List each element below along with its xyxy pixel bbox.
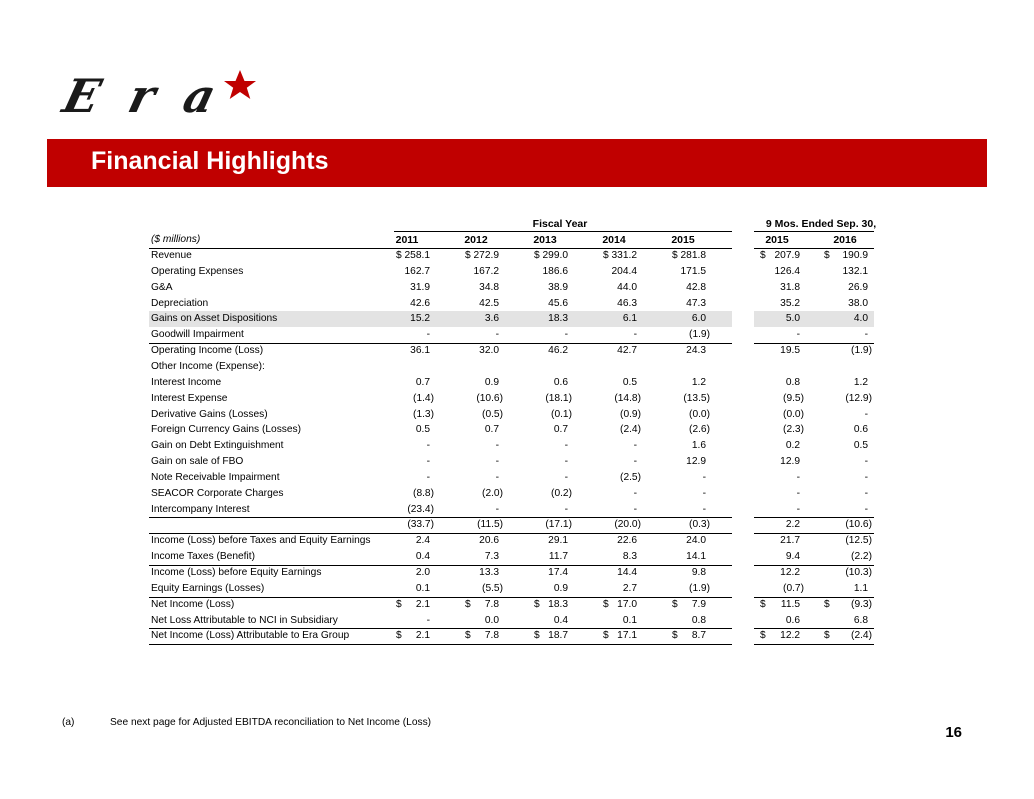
cell-value: (12.9) (845, 392, 872, 404)
cell-value: 171.5 (680, 265, 706, 277)
cell-value: 7.8 (484, 630, 499, 642)
units-label: ($ millions) (151, 234, 201, 245)
row-rule (149, 517, 732, 518)
cell-value: 6.8 (853, 614, 868, 626)
row-label: Gain on sale of FBO (151, 456, 244, 468)
cell-value: 299.0 (542, 250, 568, 261)
row-label: Note Receivable Impairment (151, 471, 280, 483)
cell-value: 2.2 (785, 519, 800, 531)
dollar-sign: $ (396, 630, 402, 642)
cell-value: - (495, 503, 499, 515)
dollar-sign: $ (534, 630, 540, 642)
cell-value: 0.8 (691, 614, 706, 626)
cell-value: (1.9) (689, 329, 710, 341)
cell-value: (8.8) (413, 487, 434, 499)
cell-value: 0.9 (553, 582, 568, 594)
cell-value: 6.1 (622, 313, 637, 325)
cell-value: 0.0 (484, 614, 499, 626)
cell-value: (2.5) (620, 471, 641, 483)
row-label: Other Income (Expense): (151, 360, 265, 372)
cell-value: 0.1 (415, 582, 430, 594)
cell-value: 2.1 (415, 630, 430, 642)
cell-value: 190.9 (842, 250, 868, 261)
cell-value: 24.0 (686, 535, 706, 547)
cell-value: - (495, 440, 499, 452)
cell-value: 20.6 (479, 535, 499, 547)
cell-value: (0.2) (551, 487, 572, 499)
page-title: Financial Highlights (91, 147, 329, 175)
cell-value: - (495, 471, 499, 483)
cell-value: 258.1 (404, 250, 430, 261)
cell-value: 19.5 (780, 345, 800, 357)
row-label: Net Loss Attributable to NCI in Subsidiary (151, 614, 338, 626)
cell-value: (2.4) (620, 424, 641, 436)
cell-value: 162.7 (404, 265, 430, 277)
dollar-sign: $ (534, 250, 540, 261)
row-label: Net Income (Loss) Attributable to Era Group (151, 630, 350, 642)
cell-value: (2.4) (851, 630, 872, 642)
dollar-sign: $ (824, 630, 830, 642)
cell-value: 31.9 (410, 281, 430, 293)
dollar-sign: $ (760, 250, 766, 261)
cell-value: - (796, 503, 800, 515)
cell-value: 272.9 (473, 250, 499, 261)
cell-value: (0.9) (620, 408, 641, 420)
cell-value: - (426, 329, 430, 341)
cell-value: (9.5) (783, 392, 804, 404)
year-header: 2013 (533, 234, 557, 246)
cell-value: (2.2) (851, 551, 872, 563)
row-label: Derivative Gains (Losses) (151, 408, 268, 420)
cell-value: 14.1 (686, 551, 706, 563)
cell-value: 18.3 (548, 313, 568, 325)
cell-value: 0.9 (484, 376, 499, 388)
cell-value: 42.8 (686, 281, 706, 293)
cell-value: 36.1 (410, 345, 430, 357)
row-label: G&A (151, 281, 173, 293)
svg-text:Era: Era (57, 69, 222, 124)
row-label: Equity Earnings (Losses) (151, 582, 265, 594)
cell-value: - (633, 456, 637, 468)
dollar-sign: $ (672, 630, 678, 642)
dollar-sign: $ (603, 250, 609, 261)
cell-value: 5.0 (785, 313, 800, 325)
cell-value: 11.7 (548, 551, 568, 563)
cell-value: (1.3) (413, 408, 434, 420)
cell-value: 18.3 (548, 598, 568, 610)
cell-value: 22.6 (617, 535, 637, 547)
dollar-sign: $ (465, 630, 471, 642)
footnote (62, 717, 431, 728)
cell-value: - (702, 487, 706, 499)
cell-value: (10.6) (476, 392, 503, 404)
cell-value: (18.1) (545, 392, 572, 404)
cell-value: (1.4) (413, 392, 434, 404)
cell-value: 46.3 (617, 297, 637, 309)
cell-value: - (796, 487, 800, 499)
cell-value: (0.5) (482, 408, 503, 420)
cell-value: 12.9 (780, 456, 800, 468)
cell-value: 6.0 (691, 313, 706, 325)
cell-value: 7.8 (484, 598, 499, 610)
cell-value: - (633, 440, 637, 452)
cell-value: 0.7 (553, 424, 568, 436)
dollar-sign: $ (396, 250, 402, 261)
cell-value: 17.4 (548, 567, 568, 578)
row-label: SEACOR Corporate Charges (151, 487, 284, 499)
cell-value: - (796, 329, 800, 341)
row-label: Revenue (151, 250, 192, 261)
cell-value: - (864, 456, 868, 468)
cell-value: (1.9) (851, 345, 872, 357)
cell-value: 0.7 (415, 376, 430, 388)
cell-value: 1.2 (853, 376, 868, 388)
cell-value: - (864, 503, 868, 515)
cell-value: 331.2 (611, 250, 637, 261)
cell-value: - (564, 503, 568, 515)
cell-value: 42.7 (617, 345, 637, 357)
cell-value: - (564, 329, 568, 341)
dollar-sign: $ (465, 598, 471, 610)
cell-value: - (864, 487, 868, 499)
cell-value: 207.9 (774, 250, 800, 261)
dollar-sign: $ (760, 598, 766, 610)
cell-value: 29.1 (548, 535, 568, 547)
cell-value: (5.5) (482, 582, 503, 594)
cell-value: (1.9) (689, 582, 710, 594)
cell-value: - (426, 456, 430, 468)
row-label: Goodwill Impairment (151, 329, 244, 341)
cell-value: (0.3) (689, 519, 710, 531)
cell-value: 0.4 (553, 614, 568, 626)
cell-value: 31.8 (780, 281, 800, 293)
cell-value: 17.1 (617, 630, 637, 642)
cell-value: 132.1 (842, 265, 868, 277)
cell-value: 2.1 (415, 598, 430, 610)
cell-value: 167.2 (473, 265, 499, 277)
row-label: Interest Expense (151, 392, 228, 404)
dollar-sign: $ (672, 250, 678, 261)
cell-value: 12.2 (780, 567, 800, 578)
cell-value: 0.5 (415, 424, 430, 436)
cell-value: 0.5 (853, 440, 868, 452)
cell-value: - (495, 456, 499, 468)
cell-value: - (633, 329, 637, 341)
year-header: 2012 (464, 234, 488, 246)
cell-value: 4.0 (853, 313, 868, 325)
cell-value: 0.2 (785, 440, 800, 452)
cell-value: - (426, 614, 430, 626)
cell-value: 18.7 (548, 630, 568, 642)
cell-value: 126.4 (774, 265, 800, 277)
dollar-sign: $ (465, 250, 471, 261)
cell-value: (20.0) (614, 519, 641, 531)
cell-value: - (633, 503, 637, 515)
cell-value: - (702, 471, 706, 483)
dollar-sign: $ (824, 250, 830, 261)
row-label: Net Income (Loss) (151, 598, 235, 610)
cell-value: - (864, 329, 868, 341)
year-header: 2011 (395, 234, 419, 246)
cell-value: 38.0 (848, 297, 868, 309)
row-label: Gain on Debt Extinguishment (151, 440, 284, 452)
year-header: 2015 (765, 234, 789, 246)
cell-value: (13.5) (683, 392, 710, 404)
cell-value: 2.7 (622, 582, 637, 594)
cell-value: (2.6) (689, 424, 710, 436)
cell-value: 186.6 (542, 265, 568, 277)
cell-value: 0.6 (785, 614, 800, 626)
cell-value: 45.6 (548, 297, 568, 309)
cell-value: (0.0) (783, 408, 804, 420)
cell-value: (0.1) (551, 408, 572, 420)
dollar-sign: $ (760, 630, 766, 642)
row-label: Depreciation (151, 297, 209, 309)
cell-value: 21.7 (780, 535, 800, 547)
cell-value: 1.1 (853, 582, 868, 594)
cell-value: 14.4 (617, 567, 637, 578)
bottom-rule-nine (754, 644, 874, 645)
dollar-sign: $ (824, 598, 830, 610)
cell-value: (2.3) (783, 424, 804, 436)
cell-value: 35.2 (780, 297, 800, 309)
cell-value: 42.5 (479, 297, 499, 309)
cell-value: (14.8) (614, 392, 641, 404)
cell-value: 1.6 (691, 440, 706, 452)
cell-value: 204.4 (611, 265, 637, 277)
cell-value: (10.3) (845, 567, 872, 578)
row-label: Gains on Asset Dispositions (151, 313, 278, 325)
cell-value: (0.0) (689, 408, 710, 420)
cell-value: 0.5 (622, 376, 637, 388)
cell-value: - (633, 487, 637, 499)
cell-value: - (564, 456, 568, 468)
cell-value: 0.4 (415, 551, 430, 563)
cell-value: 8.3 (622, 551, 637, 563)
cell-value: 26.9 (848, 281, 868, 293)
year-header: 2016 (833, 234, 857, 246)
cell-value: (10.6) (845, 519, 872, 531)
footnote-text: See next page for Adjusted EBITDA reconciliation to Net Income (Loss) (110, 717, 432, 728)
cell-value: 2.4 (415, 535, 430, 547)
row-label: Income (Loss) before Equity Earnings (151, 567, 322, 578)
row-label: Intercompany Interest (151, 503, 250, 515)
cell-value: 8.7 (691, 630, 706, 642)
dollar-sign: $ (672, 598, 678, 610)
cell-value: 1.2 (691, 376, 706, 388)
cell-value: - (564, 440, 568, 452)
cell-value: 38.9 (548, 281, 568, 293)
cell-value: 7.3 (484, 551, 499, 563)
cell-value: 42.6 (410, 297, 430, 309)
cell-value: - (864, 408, 868, 420)
cell-value: - (702, 503, 706, 515)
cell-value: - (564, 471, 568, 483)
cell-value: 0.1 (622, 614, 637, 626)
footnote-marker: (a) (62, 717, 75, 728)
row-label: Operating Expenses (151, 265, 244, 277)
cell-value: 11.5 (780, 598, 800, 610)
cell-value: - (426, 440, 430, 452)
cell-value: (17.1) (545, 519, 572, 531)
cell-value: 24.3 (686, 345, 706, 357)
cell-value: - (864, 471, 868, 483)
cell-value: (33.7) (407, 519, 434, 531)
cell-value: - (796, 471, 800, 483)
cell-value: 46.2 (548, 345, 568, 357)
dollar-sign: $ (396, 598, 402, 610)
cell-value: (2.0) (482, 487, 503, 499)
cell-value: (9.3) (851, 598, 872, 610)
cell-value: 0.6 (853, 424, 868, 436)
cell-value: 2.0 (415, 567, 430, 578)
cell-value: 13.3 (479, 567, 499, 578)
cell-value: - (495, 329, 499, 341)
year-header: 2014 (602, 234, 626, 246)
row-label: Income (Loss) before Taxes and Equity Earnings (151, 535, 371, 547)
header-nine-months: 9 Mos. Ended Sep. 30, (765, 218, 877, 230)
cell-value: 3.6 (484, 313, 499, 325)
page-number: 16 (945, 724, 962, 741)
cell-value: 17.0 (617, 598, 637, 610)
cell-value: 9.8 (691, 567, 706, 578)
cell-value: (11.5) (477, 519, 503, 531)
cell-value: 0.7 (484, 424, 499, 436)
row-label: Foreign Currency Gains (Losses) (151, 424, 302, 436)
cell-value: (23.4) (407, 503, 434, 515)
dollar-sign: $ (603, 630, 609, 642)
cell-value: 44.0 (617, 281, 637, 293)
dollar-sign: $ (603, 598, 609, 610)
cell-value: 15.2 (410, 313, 430, 325)
cell-value: 32.0 (479, 345, 499, 357)
cell-value: 34.8 (479, 281, 499, 293)
dollar-sign: $ (534, 598, 540, 610)
cell-value: 47.3 (686, 297, 706, 309)
cell-value: 12.2 (780, 630, 800, 642)
row-label: Interest Income (151, 376, 222, 388)
cell-value: 7.9 (691, 598, 706, 610)
year-header: 2015 (671, 234, 695, 246)
bottom-rule (149, 644, 732, 645)
cell-value: 0.8 (785, 376, 800, 388)
cell-value: 281.8 (680, 250, 706, 261)
cell-value: 12.9 (686, 456, 706, 468)
cell-value: 0.6 (553, 376, 568, 388)
cell-value: 9.4 (785, 551, 800, 563)
row-label: Income Taxes (Benefit) (151, 551, 255, 563)
cell-value: (12.5) (845, 535, 872, 547)
row-label: Operating Income (Loss) (151, 345, 264, 357)
cell-value: (0.7) (783, 582, 804, 594)
cell-value: - (426, 471, 430, 483)
header-fiscal-year: Fiscal Year (532, 218, 588, 230)
